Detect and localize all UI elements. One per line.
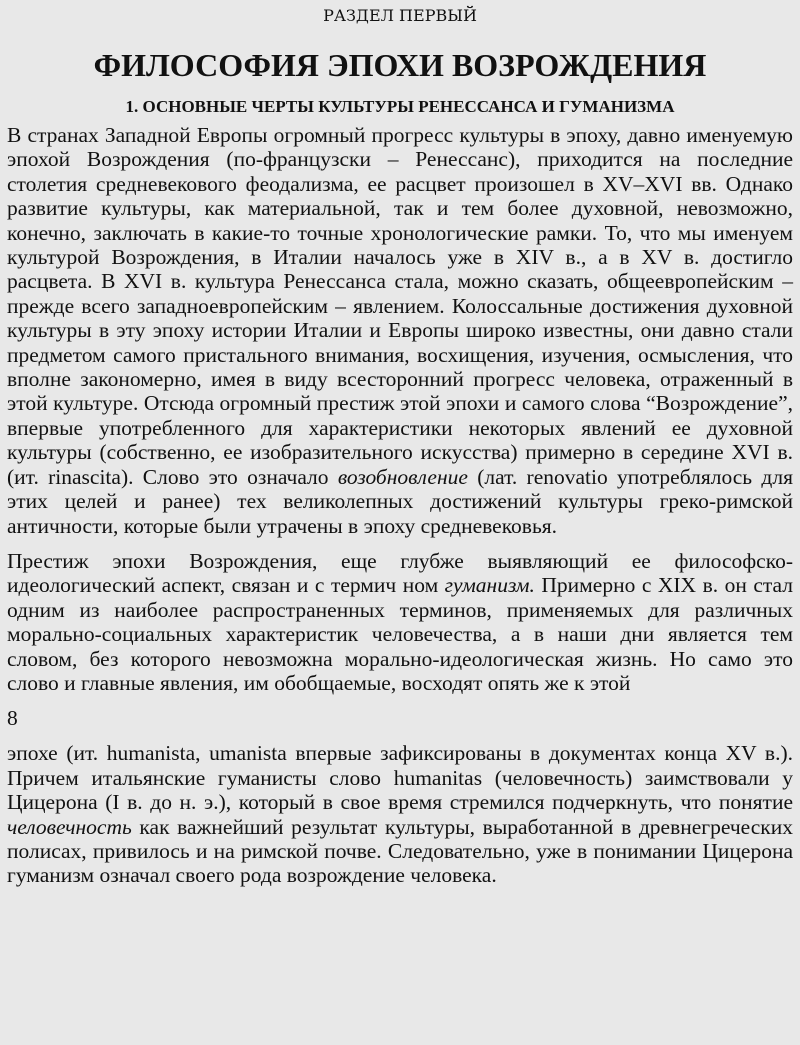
- paragraph-2: [7, 549, 793, 695]
- paragraph-3-text-a: эпохе (ит. humanista, umanista впервые зафиксированы в документах конца XV в.). Причем итальянские гуманисты слово humanitas (человечность) заимствовали у Цицерона (I в. до н. э.), который в свое время стремился подчеркнуть, что понятие: [7, 741, 793, 815]
- chapter-subtitle: 1. ОСНОВНЫЕ ЧЕРТЫ КУЛЬТУРЫ РЕНЕССАНСА И ГУМАНИЗМА: [125, 97, 675, 116]
- paragraph-2-text-b: Примерно с XIX в. он стал одним из наиболее распространенных терминов, применяемых для различных морально-социальных характеристик человечества, а в наши дни является тем словом, без которого невозможна морально-идеологическая жизнь. Но само это слово и главные явления, им обобщаемые, восходят опять же к этой: [7, 573, 793, 695]
- paragraph-1: [7, 123, 793, 538]
- paragraph-2-text-a: Престиж эпохи Возрождения, еще глубже выявляющий ее философско-идеологический аспект, связан и с термич ном: [7, 548, 793, 598]
- paragraph-1-text-b: (лат. renovatio употреблялось для этих целей и ранее) тех великолепных достижений культуры греко-римской античности, которые были утрачены в эпоху средневековья.: [7, 464, 793, 538]
- paragraph-3-italic-term: человечность: [7, 814, 132, 839]
- paragraph-3-text-b: как важнейший результат культуры, выработанной в древнегреческих полисах, привилось и на римской почве. Следовательно, уже в понимании Цицерона гуманизм означал своего рода возрождение человека.: [7, 814, 793, 888]
- paragraph-1-italic-term: возобновление: [337, 464, 468, 489]
- paragraph-2-italic-term: гуманизм.: [444, 573, 535, 598]
- section-kicker: РАЗДЕЛ ПЕРВЫЙ: [323, 6, 477, 25]
- page-title: ФИЛОСОФИЯ ЭПОХИ ВОЗРОЖДЕНИЯ: [93, 47, 707, 83]
- paragraph-1-text-a: В странах Западной Европы огромный прогресс культуры в эпоху, давно именуемую эпохой Возрождения (по-французски – Ренессанс), приходится на последние столетия средневекового феодализма, ее расцвет произошел в XV–XVI вв. Однако развитие культуры, как материальной, так и тем более духовной, невозможно, конечно, заключать в какие-то точные хронологические рамки. То, что мы именуем культурой Возрождения, в Италии началось уже в XIV в., а в XV в. достигло расцвета. В XVI в. культура Ренессанса стала, можно сказать, общеевропейским – прежде всего западноевропейским – явлением. Колоссальные достижения духовной культуры в эту эпоху истории Италии и Европы широко известны, они давно стали предметом самого пристального внимания, восхищения, изучения, осмысления, что вполне закономерно, имея в виду всесторонний прогресс человека, отраженный в этой культуре. Отсюда огромный престиж этой эпохи и самого слова “Возрождение”, впервые употребленного для характеристики некоторых явлений ее духовной культуры (собственно, ее изобразительного искусства) примерно в середине XVI в. (ит. rinascita). Слово это означало: [7, 123, 793, 489]
- page-number: 8: [7, 706, 18, 731]
- paragraph-3: [7, 741, 793, 887]
